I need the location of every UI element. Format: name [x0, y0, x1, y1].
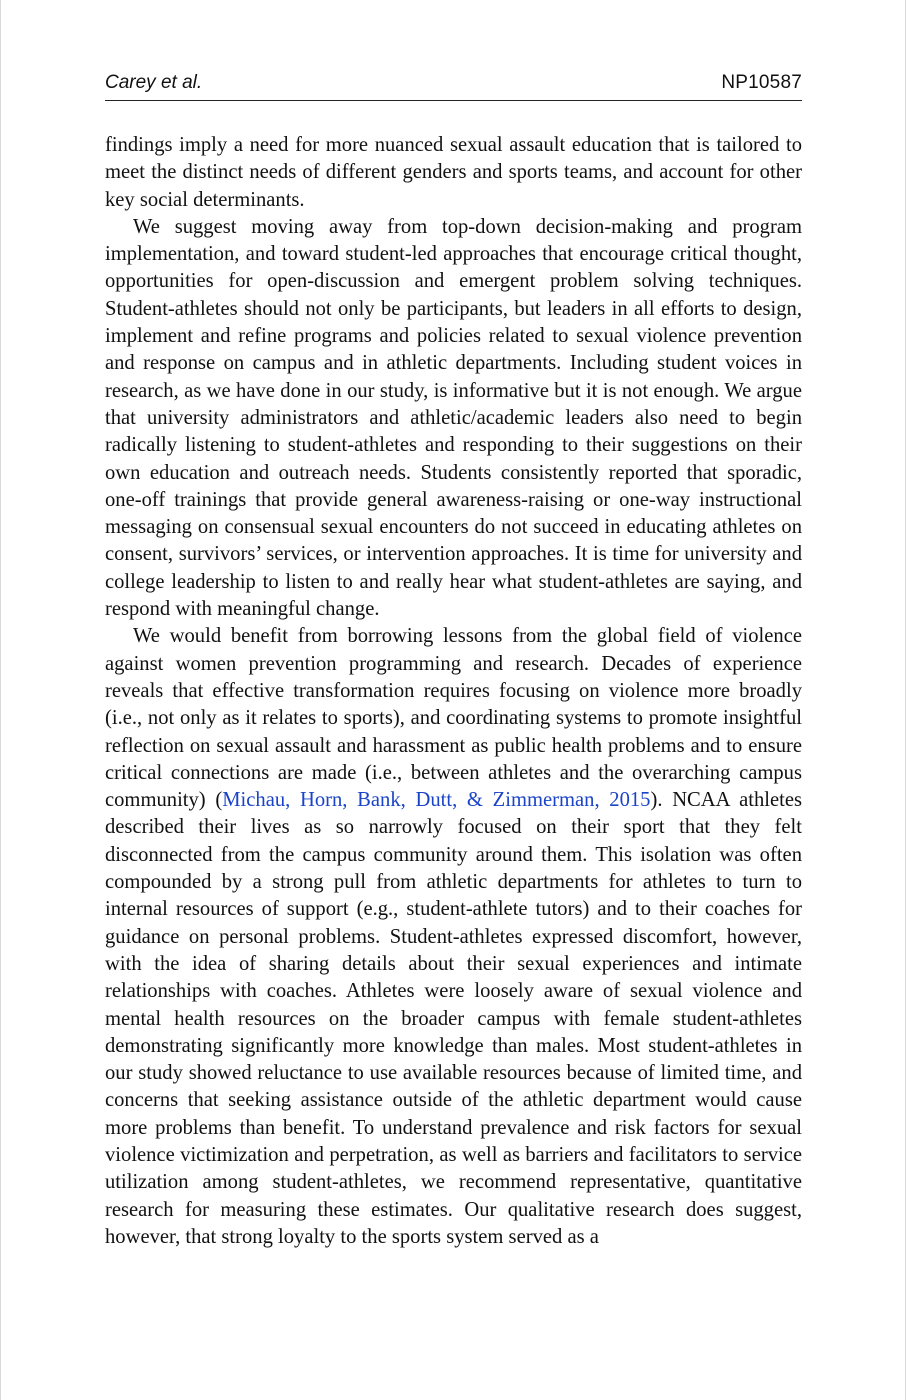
article-body — [105, 132, 802, 1251]
citation-link-michau-2015[interactable]: Michau, Horn, Bank, Dutt, & Zimmerman, 2015 — [222, 789, 651, 812]
running-header — [105, 70, 802, 101]
paragraph-borrowing-lessons — [105, 623, 802, 1251]
paragraph-text-before-citation: We would benefit from borrowing lessons from the global field of violence against women prevention programming and research. Decades of experience reveals that effective transformation requires focusing on violence more broadly (i.e., not only as it relates to sports), and coordinating systems to promote insightful reflection on sexual assault and harassment as public health problems and to ensure critical connections are made (i.e., between athletes and the overarching campus community) ( — [105, 625, 802, 812]
paragraph-continuation: findings imply a need for more nuanced sexual assault education that is tailored to meet the distinct needs of different genders and sports teams, and account for other key social determinants. — [105, 134, 802, 211]
running-header-authors: Carey et al. — [105, 72, 203, 93]
paragraph-text-after-citation: ). NCAA athletes described their lives as so narrowly focused on their sport that they felt disconnected from the campus community around them. This isolation was often compounded by a strong pull from athletic departments for athletes to turn to internal resources of support (e.g., student-athlete tutors) and to their coaches for guidance on personal problems. Student-athletes expressed discomfort, however, with the idea of sharing details about their sexual experiences and intimate relationships with coaches. Athletes were loosely aware of sexual violence and mental health resources on the broader campus with female student-athletes demonstrating significantly more knowledge than males. Most student-athletes in our study showed reluctance to use available resources because of limited time, and concerns that seeking assistance outside of the athletic department would cause more problems than benefit. To understand prevalence and risk factors for sexual violence victimization and perpetration, as well as barriers and facilitators to service utilization among student-athletes, we recommend representative, quantitative research for measuring these estimates. Our qualitative research does suggest, however, that strong loyalty to the sports system served as a — [105, 789, 802, 1248]
running-header-article-id: NP10587 — [721, 72, 802, 93]
paragraph-student-led-approaches: We suggest moving away from top-down decision-making and program implementation, and toward student-led approaches that encourage critical thought, opportunities for open-discussion and emergent problem solving techniques. Student-athletes should not only be participants, but leaders in all efforts to design, implement and refine programs and policies related to sexual violence prevention and response on campus and in athletic departments. Including student voices in research, as we have done in our study, is informative but it is not enough. We argue that university administrators and athletic/academic leaders also need to begin radically listening to student-athletes and responding to their suggestions on their own education and outreach needs. Students consistently reported that sporadic, one-off trainings that provide general awareness-raising or one-way instructional messaging on consensual sexual encounters do not succeed in educating athletes on consent, survivors’ services, or intervention approaches. It is time for university and college leadership to listen to and really hear what student-athletes are saying, and respond with meaningful change. — [105, 215, 802, 621]
